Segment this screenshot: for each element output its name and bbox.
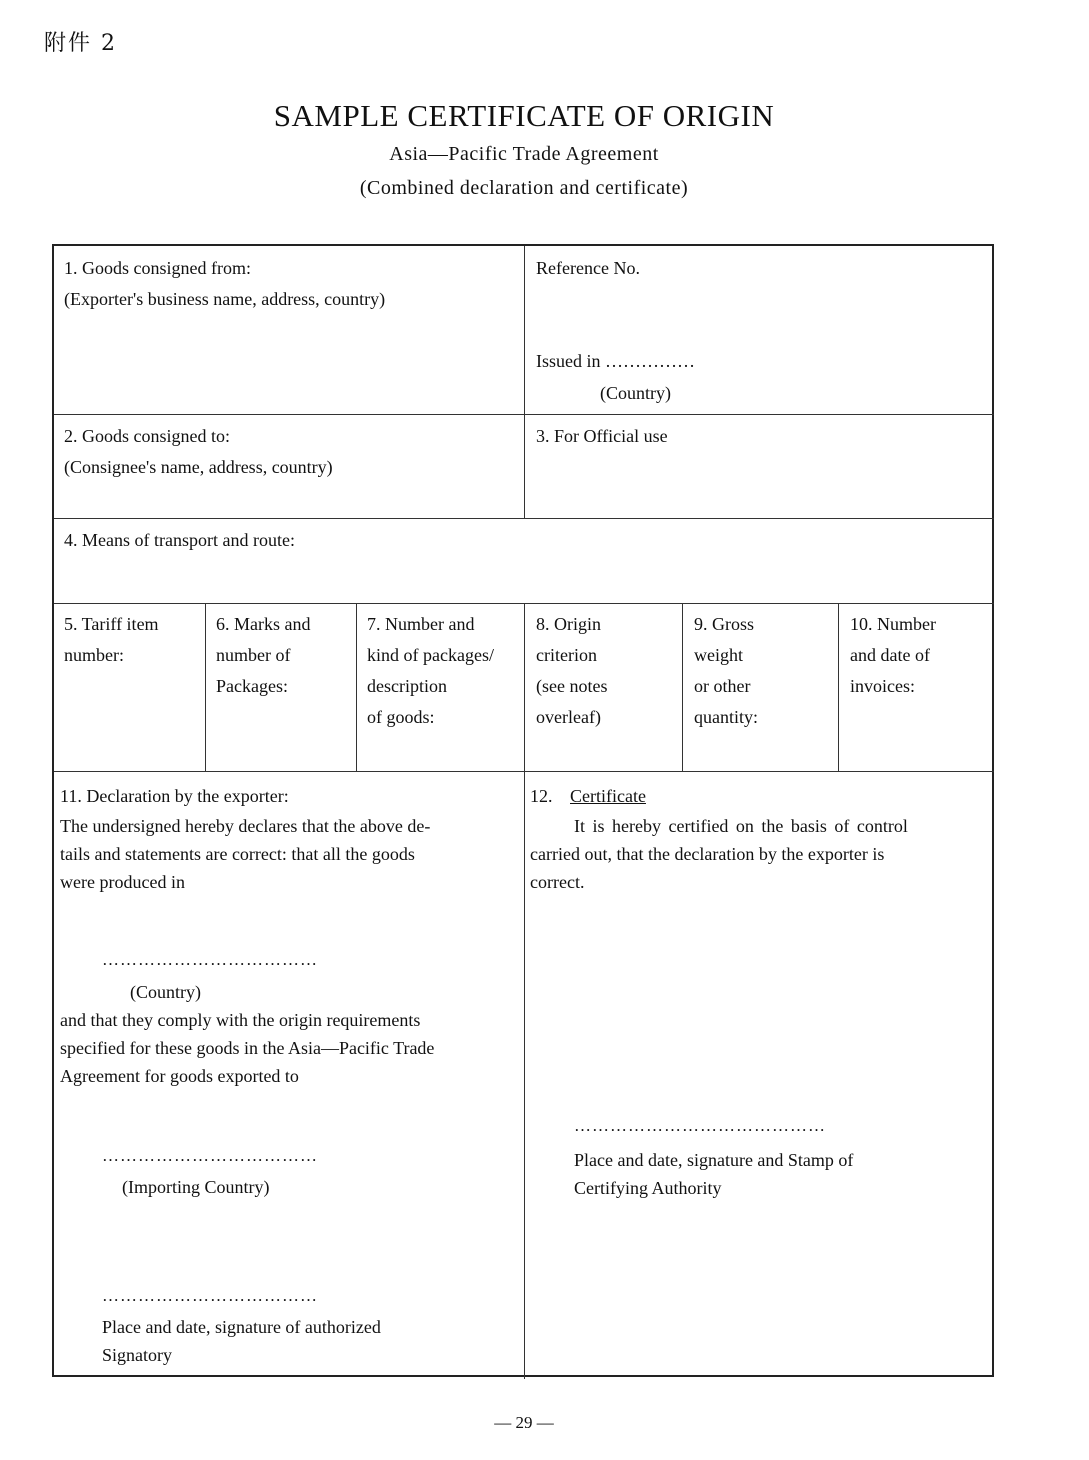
- reference-label: Reference No.: [536, 258, 640, 278]
- column-line: 8. Origin: [536, 614, 601, 634]
- column-line: 6. Marks and: [216, 614, 311, 634]
- column-line: kind of packages/: [367, 645, 494, 665]
- exporter-signature-dotted-line: ………………………………: [102, 1286, 318, 1305]
- column-line: Packages:: [216, 676, 288, 696]
- column-line: and date of: [850, 645, 930, 665]
- page-number: — 29 —: [494, 1413, 554, 1432]
- issued-in-label: Issued in ……………: [536, 351, 695, 371]
- box11-para1-line: The undersigned hereby declares that the above de-: [60, 816, 431, 836]
- box12-title: Certificate: [570, 786, 646, 806]
- importing-country-dotted-line: ………………………………: [102, 1146, 318, 1165]
- authority-signature-label: Place and date, signature and Stamp of: [574, 1150, 854, 1170]
- column-line: 5. Tariff item: [64, 614, 159, 634]
- column-line: overleaf): [536, 707, 601, 727]
- box1-label: 1. Goods consigned from:: [64, 258, 251, 278]
- divider: [838, 603, 839, 771]
- box12-para-line: It is hereby certified on the basis of control: [574, 816, 908, 836]
- box2-hint: (Consignee's name, address, country): [64, 457, 333, 477]
- column-line: description: [367, 676, 447, 696]
- column-line: invoices:: [850, 676, 915, 696]
- column-line: number of: [216, 645, 291, 665]
- box11-para2-line: and that they comply with the origin requirements: [60, 1010, 421, 1030]
- box1-hint: (Exporter's business name, address, country): [64, 289, 386, 309]
- box11-label: 11. Declaration by the exporter:: [60, 786, 289, 806]
- form-type-subtitle: (Combined declaration and certificate): [359, 177, 689, 199]
- box12-para-line: carried out, that the declaration by the exporter is: [530, 844, 885, 864]
- country-dotted-line: ………………………………: [102, 950, 318, 969]
- divider: [205, 603, 206, 771]
- country-hint: (Country): [130, 982, 201, 1002]
- box12-para-line: correct.: [530, 872, 585, 892]
- box4-label: 4. Means of transport and route:: [64, 530, 295, 550]
- box11-para2-line: Agreement for goods exported to: [60, 1066, 299, 1086]
- column-line: weight: [694, 645, 743, 665]
- importing-country-hint: (Importing Country): [122, 1177, 270, 1197]
- divider: [524, 603, 525, 1379]
- column-line: number:: [64, 645, 124, 665]
- authority-signature-label: Certifying Authority: [574, 1178, 722, 1198]
- column-line: quantity:: [694, 707, 758, 727]
- box3-label: 3. For Official use: [536, 426, 668, 446]
- box11-para1-line: tails and statements are correct: that all the goods: [60, 844, 415, 864]
- column-line: of goods:: [367, 707, 435, 727]
- exporter-signature-label: Signatory: [102, 1345, 172, 1365]
- column-line: 9. Gross: [694, 614, 755, 634]
- column-line: 10. Number: [850, 614, 936, 634]
- annex-label: 附件 2: [44, 31, 117, 56]
- box2-label: 2. Goods consigned to:: [64, 426, 230, 446]
- column-line: 7. Number and: [367, 614, 475, 634]
- box11-para2-line: specified for these goods in the Asia—Pacific Trade: [60, 1038, 435, 1058]
- divider: [356, 603, 357, 771]
- exporter-signature-label: Place and date, signature of authorized: [102, 1317, 381, 1337]
- divider: [54, 518, 994, 519]
- column-line: (see notes: [536, 676, 608, 696]
- page-title: SAMPLE CERTIFICATE OF ORIGIN: [273, 98, 775, 133]
- column-line: or other: [694, 676, 751, 696]
- agreement-subtitle: Asia—Pacific Trade Agreement: [389, 143, 659, 165]
- issued-country-hint: (Country): [600, 383, 671, 403]
- divider: [682, 603, 683, 771]
- box12-number: 12.: [530, 786, 553, 806]
- column-line: criterion: [536, 645, 597, 665]
- divider: [524, 246, 525, 518]
- certificate-form: [52, 244, 994, 1377]
- authority-signature-dotted-line: ……………………………………: [574, 1116, 826, 1135]
- box11-para1-line: were produced in: [60, 872, 185, 892]
